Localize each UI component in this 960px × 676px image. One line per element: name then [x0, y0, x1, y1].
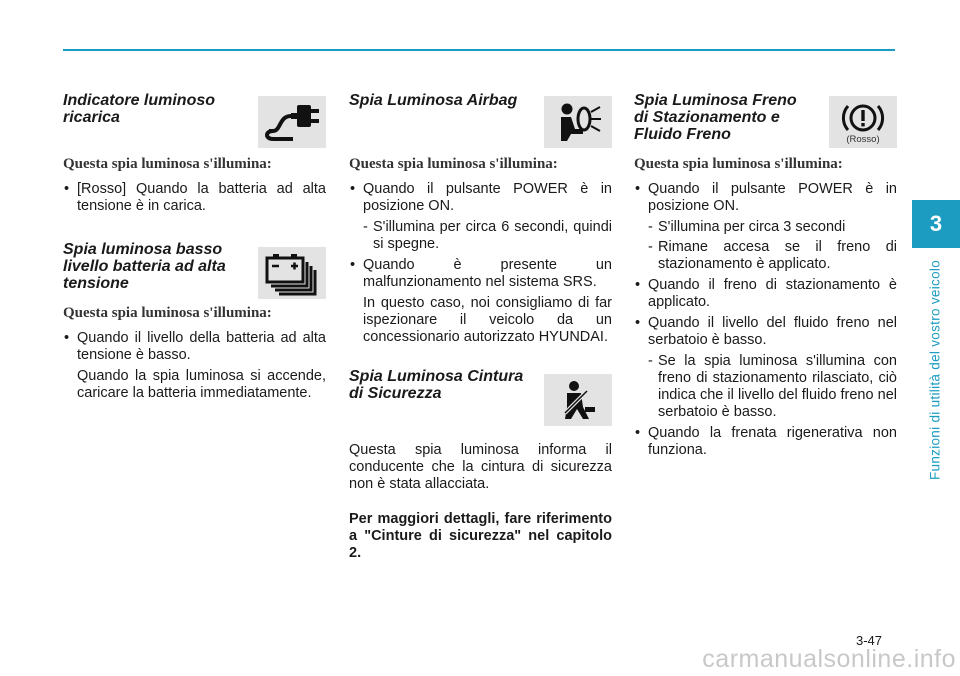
- section-title: Indicatore luminoso ricarica: [63, 92, 216, 126]
- bold-note: Per maggiori dettagli, fare riferimento a "Cinture di sicurezza" nel capitolo 2.: [349, 511, 612, 561]
- chapter-number: 3: [929, 211, 943, 236]
- chapter-title: Funzioni di utilità del vostro veicolo: [927, 259, 943, 481]
- column-3: [634, 92, 897, 463]
- list-item: • Quando il livello del fluido freno nel serbatoio è basso. - Se la spia luminosa s'illumina con freno di stazionamento rilasciato, ciò indica che il livello del fluido freno nel serbatoio è basso.: [634, 315, 897, 421]
- plug-icon: [258, 96, 326, 148]
- brake-warning-icon: [829, 96, 897, 148]
- list-item: • [Rosso] Quando la batteria ad alta tensione è in carica.: [63, 181, 326, 215]
- lead-text: Questa spia luminosa s'illumina:: [349, 156, 558, 172]
- section-low-battery: [63, 241, 326, 402]
- list-item: • Quando la frenata rigenerativa non funziona.: [634, 425, 897, 459]
- section-airbag: [349, 92, 612, 346]
- seatbelt-icon: [544, 374, 612, 426]
- list-item: • Quando il pulsante POWER è in posizione ON. - S'illumina per circa 3 secondi - Rimane accesa se il freno di stazionamento è applicato.: [634, 181, 897, 273]
- bullet-note: Quando la spia luminosa si accende, caricare la batteria immediatamente.: [77, 368, 326, 401]
- icon-caption: (Rosso): [846, 133, 880, 145]
- header-rule: [63, 49, 895, 51]
- sub-list-item: - S'illumina per circa 6 secondi, quindi si spegne.: [363, 219, 612, 253]
- bullet-note: In questo caso, noi consigliamo di far ispezionare il veicolo da un concessionario autorizzato HYUNDAI.: [363, 295, 612, 345]
- sub-list-item: - S'illumina per circa 3 secondi: [648, 219, 897, 236]
- page-number: 3-47: [856, 633, 883, 648]
- list-item: • Quando il pulsante POWER è in posizione ON. - S'illumina per circa 6 secondi, quindi si spegne.: [349, 181, 612, 253]
- sub-list-item: - Rimane accesa se il freno di stazionamento è applicato.: [648, 239, 897, 273]
- list-item: • Quando è presente un malfunzionamento nel sistema SRS. In questo caso, noi consigliamo di far ispezionare il veicolo da un concessionario autorizzato HYUNDAI.: [349, 257, 612, 346]
- list-item: • Quando il freno di stazionamento è applicato.: [634, 277, 897, 311]
- watermark: carmanualsonline.info: [702, 645, 956, 673]
- section-title: Spia luminosa basso livello batteria ad alta tensione: [63, 241, 226, 292]
- body-text: Questa spia luminosa informa il conducente che la cintura di sicurezza non è stata allacciata.: [349, 442, 612, 492]
- lead-text: Questa spia luminosa s'illumina:: [63, 305, 272, 321]
- section-title: Spia Luminosa Cintura di Sicurezza: [349, 368, 524, 402]
- section-brake-warning: [634, 92, 897, 459]
- sub-list-item: - Se la spia luminosa s'illumina con freno di stazionamento rilasciato, ciò indica che il livello del fluido freno nel serbatoio è basso.: [648, 353, 897, 421]
- airbag-icon: [544, 96, 612, 148]
- column-2: [349, 92, 612, 562]
- lead-text: Questa spia luminosa s'illumina:: [634, 156, 843, 172]
- column-1: [63, 92, 326, 406]
- list-item: • Quando il livello della batteria ad alta tensione è basso. Quando la spia luminosa si accende, caricare la batteria immediatamente.: [63, 330, 326, 402]
- lead-text: Questa spia luminosa s'illumina:: [63, 156, 272, 172]
- section-seatbelt: [349, 368, 612, 562]
- section-charging-indicator: [63, 92, 326, 215]
- section-title: Spia Luminosa Freno di Stazionamento e Fluido Freno: [634, 92, 797, 143]
- section-title: Spia Luminosa Airbag: [349, 92, 518, 109]
- chapter-tab: [912, 200, 960, 248]
- battery-icon: [258, 247, 326, 299]
